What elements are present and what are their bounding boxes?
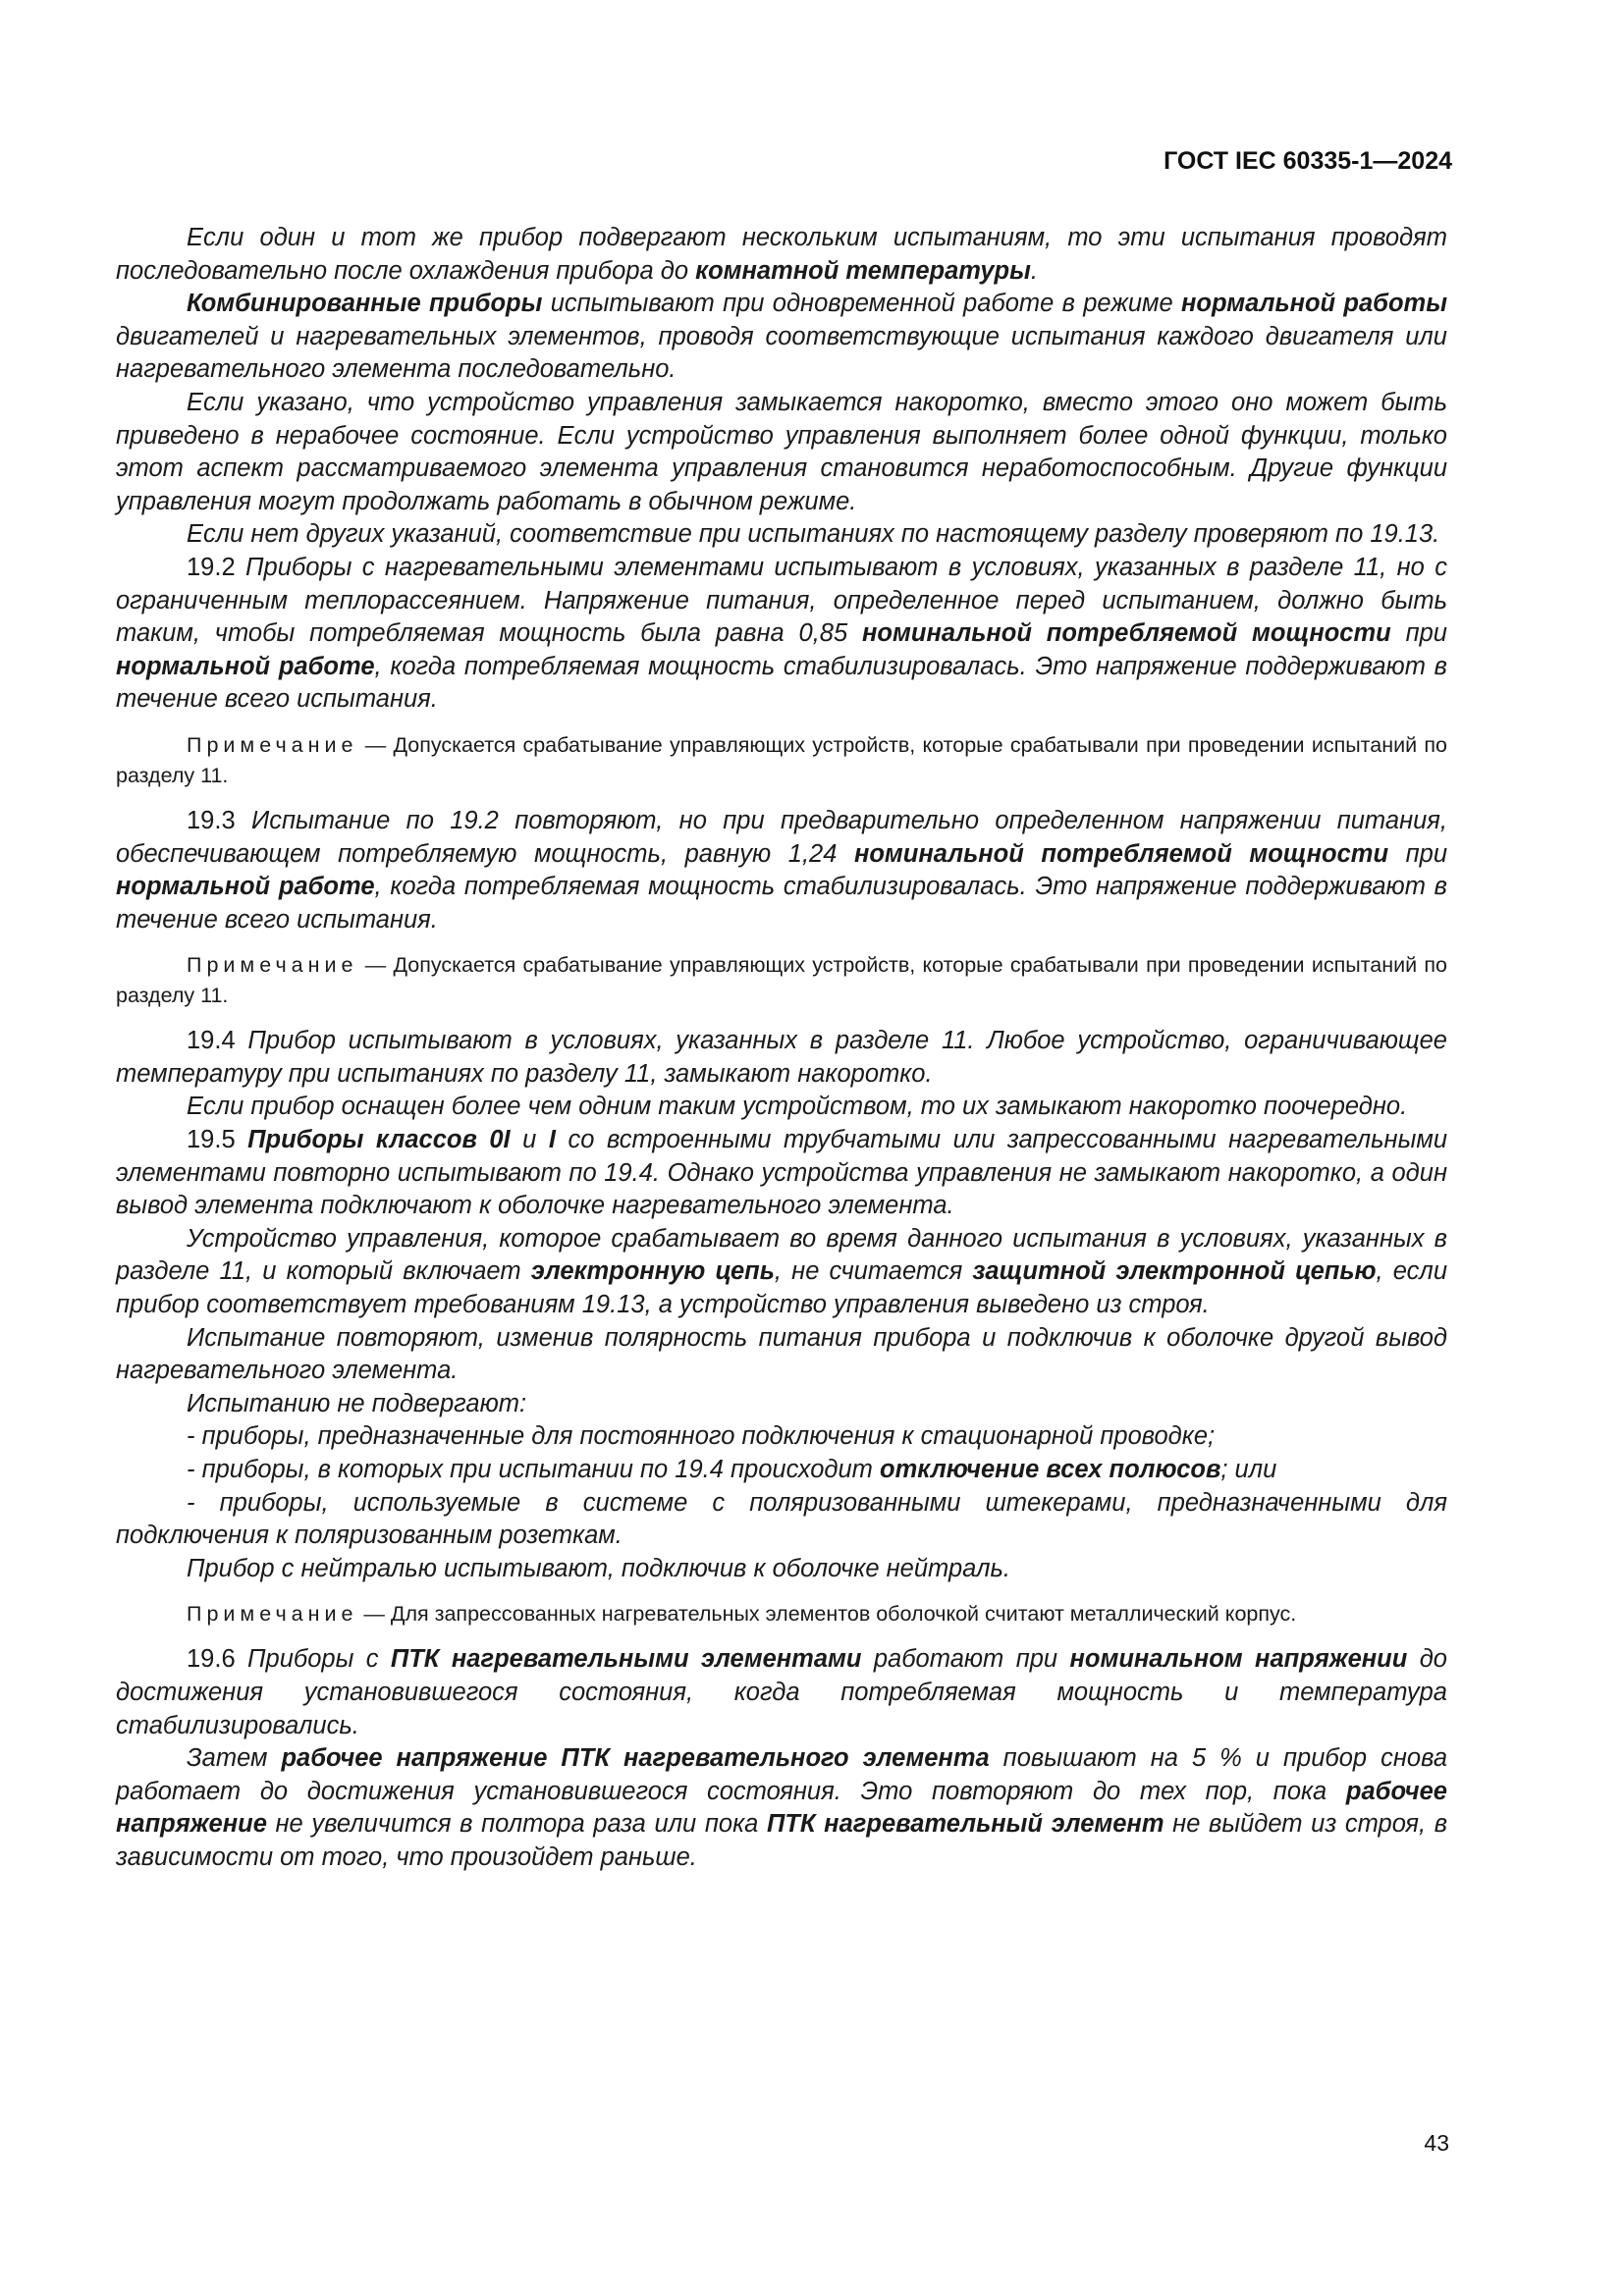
clause-number: 19.4 — [187, 1027, 236, 1055]
clause-19-5: 19.5 Приборы классов 0I и I со встроенными трубчатыми или запрессованными нагревательными элементами повторно испытывают по 19.4. Однако устройства управления не замыкают накоротко, а один вывод элемента подключают к оболочке нагревательного элемента. — [116, 1126, 1448, 1220]
paragraph: Если прибор оснащен более чем одним таким устройством, то их замыкают накоротко поочередно. — [187, 1093, 1408, 1121]
clause-19-6: 19.6 Приборы с ПТК нагревательными элементами работают при номинальном напряжении до достижения установившегося состояния, когда потребляемая мощность и температура стабилизировались. — [116, 1645, 1447, 1739]
note: Примечание — Допускается срабатывание управляющих устройств, которые срабатывали при проведении испытаний по разделу 11. — [116, 732, 1447, 787]
paragraph: Если нет других указаний, соответствие при испытаниях по настоящему разделу проверяют по 19.13. — [187, 520, 1440, 549]
paragraph: Устройство управления, которое срабатывает во время данного испытания в условиях, указанных в разделе 11, и который включает электронную цепь, не считается защитной электронной цепью, если прибор соответствует требованиям 19.13, а устройство управления выведено из строя. — [116, 1224, 1448, 1319]
clause-number: 19.5 — [187, 1126, 236, 1154]
note-label: Примечание — [187, 1602, 358, 1627]
clause-19-4: 19.4 Прибор испытывают в условиях, указанных в разделе 11. Любое устройство, ограничивающее температуру при испытаниях по разделу 11, замыкают накоротко. — [116, 1027, 1447, 1088]
paragraph: Затем рабочее напряжение ПТК нагревательного элемента повышают на 5 % и прибор снова работает до достижения установившегося состояния. Это повторяют до тех пор, пока рабочее напряжение не увеличится в полтора раза или пока ПТК нагревательный элемент не выйдет из строя, в зависимости от того, что произойдет раньше. — [116, 1744, 1448, 1871]
note-label: Примечание — [187, 732, 358, 757]
list-item: - приборы, предназначенные для постоянного подключения к стационарной проводке; — [187, 1422, 1216, 1451]
note: Примечание — Для запрессованных нагревательных элементов оболочкой считают металлический корпус. — [187, 1602, 1297, 1627]
paragraph: Комбинированные приборы испытывают при одновременной работе в режиме нормальной работы двигателей и нагревательных элементов, проводя соответствующие испытания каждого двигателя или нагревательного элемента последовательно. — [116, 290, 1448, 384]
standard-header: ГОСТ IEC 60335-1—2024 — [1164, 147, 1452, 175]
paragraph: Испытанию не подвергают: — [187, 1389, 527, 1417]
paragraph: Прибор с нейтралью испытывают, подключив к оболочке нейтраль. — [187, 1554, 1010, 1582]
clause-19-2: 19.2 Приборы с нагревательными элементами испытывают в условиях, указанных в разделе 11, но с ограниченным теплорассеянием. Напряжение питания, определенное перед испытанием, должно быть таким, чтобы потребляемая мощность была равна 0,85 номинальной потребляемой мощности при нормальной работе, когда потребляемая мощность стабилизировалась. Это напряжение поддерживают в течение всего испытания. — [116, 553, 1447, 714]
list-item: - приборы, в которых при испытании по 19.4 происходит отключение всех полюсов; или — [187, 1456, 1277, 1483]
note: Примечание — Допускается срабатывание управляющих устройств, которые срабатывали при проведении испытаний по разделу 11. — [116, 953, 1447, 1008]
clause-number: 19.6 — [187, 1645, 236, 1674]
clause-19-3: 19.3 Испытание по 19.2 повторяют, но при предварительно определенном напряжении питания, обеспечивающем потребляемую мощность, равную 1,24 номинальной потребляемой мощности при нормальной работе, когда потребляемая мощность стабилизировалась. Это напряжение поддерживают в течение всего испытания. — [116, 806, 1448, 934]
clause-number: 19.3 — [187, 806, 236, 834]
paragraph: Если указано, что устройство управления замыкается накоротко, вместо этого оно может быть приведено в нерабочее состояние. Если устройство управления выполняет более одной функции, только этот аспект рассматриваемого элемента управления становится неработоспособным. Другие функции управления могут продолжать работать в обычном режиме. — [116, 388, 1447, 515]
page-number: 43 — [1424, 2130, 1449, 2156]
clause-number: 19.2 — [187, 553, 236, 581]
paragraph: Если один и тот же прибор подвергают нескольким испытаниям, то эти испытания проводят последовательно после охлаждения прибора до комнатной температуры. — [116, 224, 1447, 285]
paragraph: Испытание повторяют, изменив полярность питания прибора и подключив к оболочке другой вывод нагревательного элемента. — [116, 1323, 1447, 1385]
document-body — [116, 222, 1447, 1875]
note-label: Примечание — [187, 953, 358, 978]
list-item: - приборы, используемые в системе с поляризованными штекерами, предназначенными для подключения к поляризованным розеткам. — [116, 1488, 1447, 1550]
